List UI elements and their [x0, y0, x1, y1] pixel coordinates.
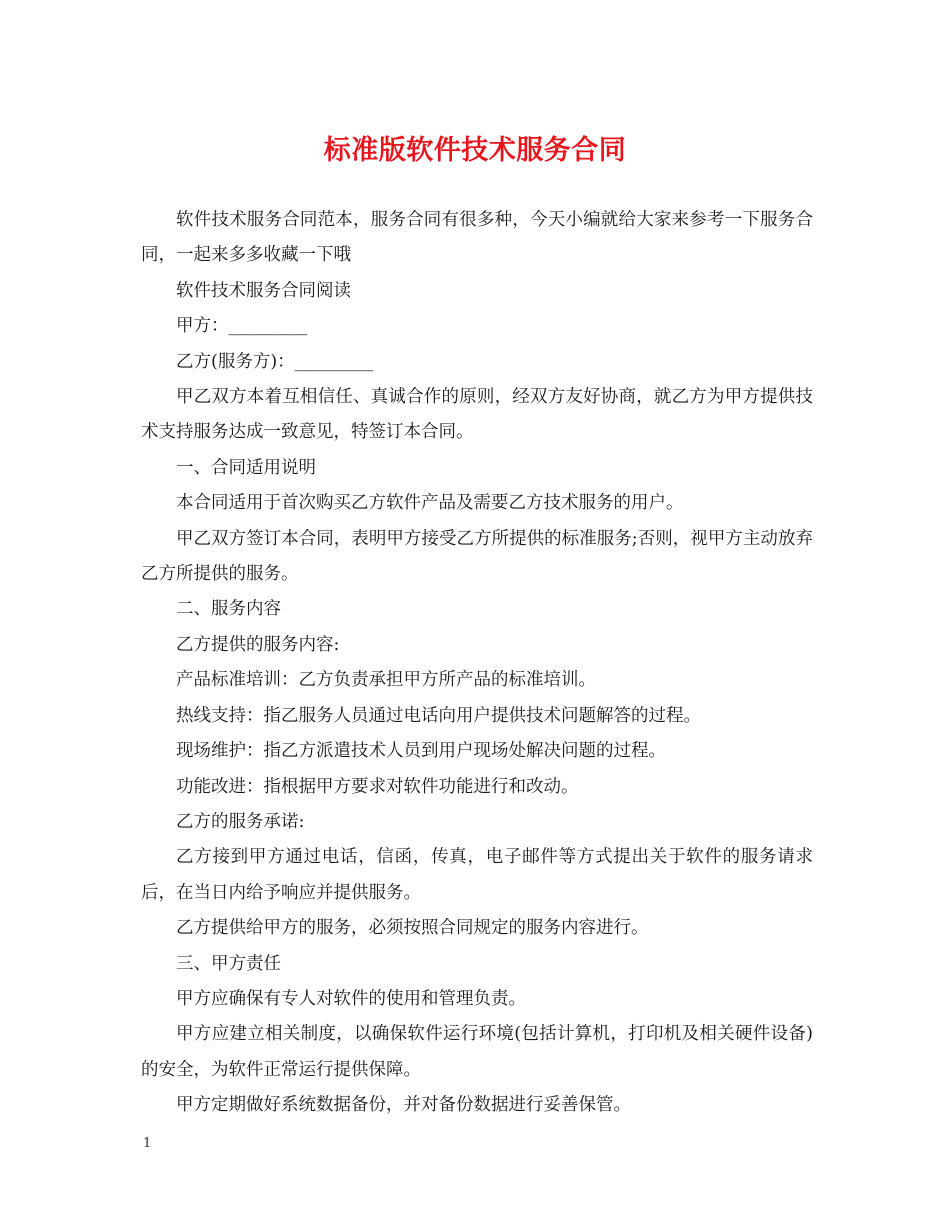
paragraph-environment: 甲方应建立相关制度，以确保软件运行环境(包括计算机，打印机及相关硬件设备)的安全，为软件正常运行提供保障。: [141, 1024, 813, 1080]
list-item-training: 产品标准培训：乙方负责承担甲方所产品的标准培训。: [176, 670, 596, 691]
paragraph-service-intro: 乙方提供的服务内容:: [176, 634, 340, 655]
paragraph-scope: 本合同适用于首次购买乙方软件产品及需要乙方技术服务的用户。: [176, 493, 684, 514]
paragraph-service-terms: 乙方提供给甲方的服务，必须按照合同规定的服务内容进行。: [176, 918, 649, 939]
paragraph-intro: 软件技术服务合同范本，服务合同有很多种，今天小编就给大家来参考一下服务合同，一起来多多收藏一下哦: [141, 210, 813, 266]
list-item-onsite: 现场维护：指乙方派遣技术人员到用户现场处解决问题的过程。: [176, 741, 666, 762]
document-body: [141, 203, 813, 1124]
page-number: 1: [143, 1136, 152, 1151]
list-item-hotline: 热线支持：指乙服务人员通过电话向用户提供技术问题解答的过程。: [176, 705, 701, 726]
document-title: 标准版软件技术服务合同: [323, 135, 627, 166]
paragraph-responsible-person: 甲方应确保有专人对软件的使用和管理负责。: [176, 988, 526, 1009]
paragraph-commitment-intro: 乙方的服务承诺:: [176, 811, 305, 832]
paragraph-reading: 软件技术服务合同阅读: [176, 280, 351, 301]
party-b-line: 乙方(服务方)：_________: [176, 351, 374, 372]
paragraph-acceptance: 甲乙双方签订本合同，表明甲方接受乙方所提供的标准服务;否则，视甲方主动放弃乙方所提供的服务。: [141, 528, 813, 585]
section-heading-3: 三、甲方责任: [176, 953, 281, 974]
section-heading-1: 一、合同适用说明: [176, 457, 316, 478]
list-item-improvement: 功能改进：指根据甲方要求对软件功能进行和改动。: [176, 776, 579, 797]
party-a-line: 甲方：_________: [176, 316, 308, 337]
section-heading-2: 二、服务内容: [176, 599, 281, 620]
paragraph-response: 乙方接到甲方通过电话，信函，传真，电子邮件等方式提出关于软件的服务请求后，在当日内给予响应并提供服务。: [141, 847, 813, 903]
paragraph-preamble: 甲乙双方本着互相信任、真诚合作的原则，经双方友好协商，就乙方为甲方提供技术支持服务达成一致意见，特签订本合同。: [141, 387, 813, 443]
paragraph-backup: 甲方定期做好系统数据备份，并对备份数据进行妥善保管。: [176, 1095, 631, 1116]
